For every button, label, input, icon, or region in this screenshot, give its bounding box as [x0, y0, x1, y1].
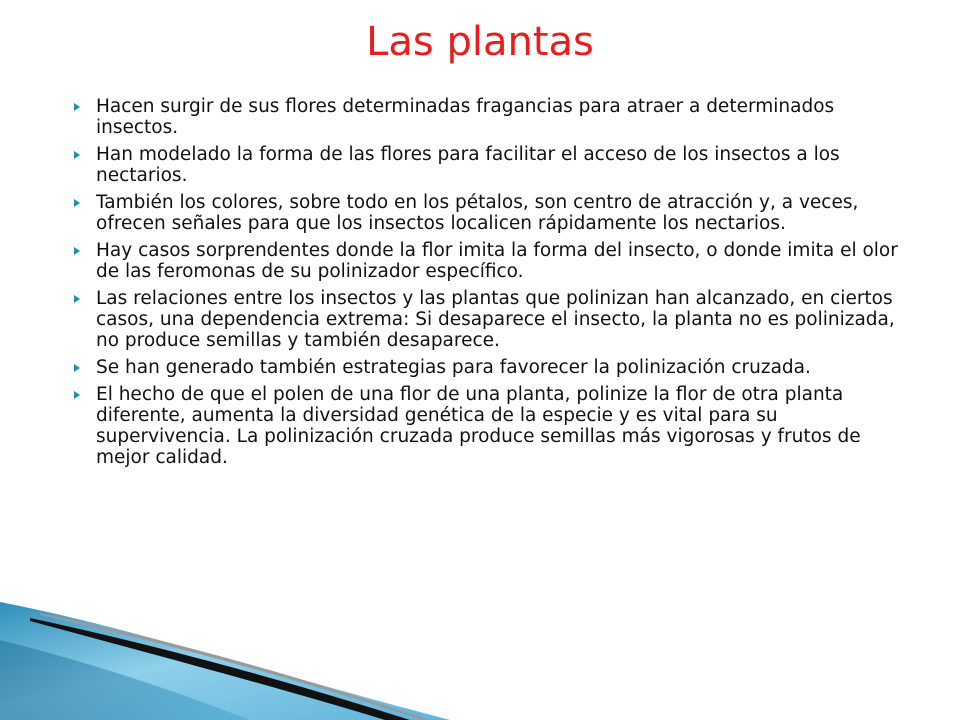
- triangle-bullet-icon: [74, 199, 80, 207]
- bullet-text: El hecho de que el polen de una flor de una planta, polinize la flor de otra planta diferente, aumenta la diversidad genética de la especie y es vital para su supervivencia. La polinización cruzada produce semillas más vigorosas y frutos de mejor calidad.: [96, 384, 861, 468]
- triangle-bullet-icon: [74, 364, 80, 372]
- triangle-bullet-icon: [74, 295, 80, 303]
- triangle-bullet-icon: [74, 103, 80, 111]
- triangle-bullet-icon: [74, 247, 80, 255]
- bullet-text: Se han generado también estrategias para favorecer la polinización cruzada.: [96, 357, 811, 378]
- triangle-bullet-icon: [74, 391, 80, 399]
- decorative-wave-graphic: [0, 580, 960, 720]
- bullet-text: También los colores, sobre todo en los pétalos, son centro de atracción y, a veces, ofrecen señales para que los insectos localicen rápidamente los nectarios.: [96, 192, 859, 234]
- bullet-item: [70, 96, 900, 138]
- bullet-item: [70, 384, 900, 468]
- bullet-text: Han modelado la forma de las flores para facilitar el acceso de los insectos a los nectarios.: [96, 144, 840, 186]
- triangle-bullet-icon: [74, 151, 80, 159]
- bullet-text: Las relaciones entre los insectos y las plantas que polinizan han alcanzado, en ciertos casos, una dependencia extrema: Si desaparece el insecto, la planta no es polinizada, no produce semillas y también desaparece.: [96, 288, 895, 351]
- bullet-list: [70, 96, 900, 474]
- bullet-text: Hay casos sorprendentes donde la flor imita la forma del insecto, o donde imita el olor de las feromonas de su polinizador específico.: [96, 240, 898, 282]
- bullet-item: [70, 192, 900, 234]
- slide-title: Las plantas: [366, 19, 594, 65]
- bullet-item: [70, 357, 900, 378]
- bullet-item: [70, 144, 900, 186]
- bullet-text: Hacen surgir de sus flores determinadas fragancias para atraer a determinados insectos.: [96, 96, 835, 138]
- bullet-item: [70, 288, 900, 351]
- bullet-item: [70, 240, 900, 282]
